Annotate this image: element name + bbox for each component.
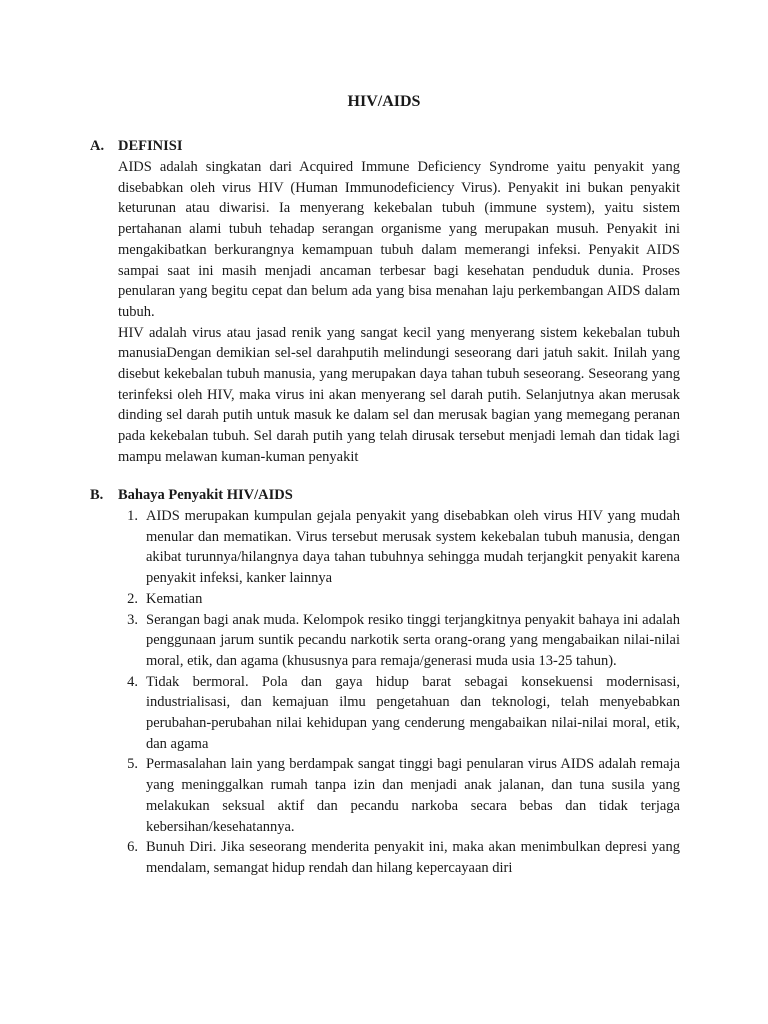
list-item-text: AIDS merupakan kumpulan gejala penyakit yang disebabkan oleh virus HIV yang mudah menular dan mematikan. Virus tersebut merusak system kekebalan tubuh manusia, dengan akibat turunnya/hilangnya daya tahan tubuhnya sehingga mudah terjangkit penyakit karena penyakit infeksi, kanker lainnya xyxy=(146,508,680,587)
list-item xyxy=(118,754,680,837)
section-heading xyxy=(90,135,680,157)
list-item-number: 3. xyxy=(127,611,138,628)
list-item xyxy=(118,610,680,672)
list-item xyxy=(118,589,680,610)
paragraph: HIV adalah virus atau jasad renik yang sangat kecil yang menyerang sistem kekebalan tubuh manusiaDengan demikian sel-sel darahputih melindungi seseorang dari jatuh sakit. Inilah yang disebut kekebalan tubuh manusia, yang merupakan daya tahan tubuh seseorang. Seseorang yang terinfeksi oleh HIV, maka virus ini akan menyerang sel darah putih. Selanjutnya akan merusak dinding sel darah putih untuk masuk ke dalam sel dan merusak bagian yang memegang peranan pada kekebalan tubuh. Sel darah putih yang telah dirusak tersebut menjadi lemah dan tidak lagi mampu melawan kuman-kuman penyakit xyxy=(118,324,680,465)
list-item-text: Serangan bagi anak muda. Kelompok resiko tinggi terjangkitnya penyakit bahaya ini adalah penggunaan jarum suntik pecandu narkotik serta orang-orang yang mengabaikan nilai-nilai moral, etik, dan agama (khususnya para remaja/generasi muda usia 13-25 tahun). xyxy=(146,611,680,669)
list-item-number: 4. xyxy=(127,673,138,690)
section-letter: B. xyxy=(90,487,104,503)
list-item xyxy=(118,506,680,589)
list-item-text: Permasalahan lain yang berdampak sangat tinggi bagi penularan virus AIDS adalah remaja yang meninggalkan rumah tanpa izin dan menjadi anak jalanan, dan tuna susila yang melakukan seksual aktif dan pecandu narkoba secara bebas dan tidak terjaga kebersihan/kesehatannya. xyxy=(146,756,680,835)
list-item xyxy=(118,672,680,755)
section-letter: A. xyxy=(90,138,105,154)
list-item-number: 5. xyxy=(127,756,138,773)
document-title: HIV/AIDS xyxy=(347,93,421,110)
list-item-text: Tidak bermoral. Pola dan gaya hidup barat sebagai konsekuensi modernisasi, industrialisasi, dan kemajuan ilmu pengetahuan dan teknologi, telah menyebabkan perubahan-perubahan nilai kehidupan yang cenderung mengabaikan nilai-nilai moral, etik, dan agama xyxy=(146,673,680,752)
list-item-text: Bunuh Diri. Jika seseorang menderita penyakit ini, maka akan menimbulkan depresi yang mendalam, semangat hidup rendah dan hilang kepercayaan diri xyxy=(146,839,680,876)
section-definisi xyxy=(90,135,680,468)
section-heading-text: DEFINISI xyxy=(118,138,183,154)
paragraph: AIDS adalah singkatan dari Acquired Immune Deficiency Syndrome yaitu penyakit yang disebabkan oleh virus HIV (Human Immunodeficiency Virus). Penyakit ini bukan penyakit keturunan atau diwarisi. Ia menyerang kekebalan tubuh (immune system), yaitu sistem pertahanan alami tubuh tehadap serangan organisme yang merupakan musuh. Penyakit ini mengakibatkan berkurangnya kemampuan tubuh dalam memerangi infeksi. Penyakit AIDS sampai saat ini masih menjadi ancaman terbesar bagi kesehatan penduduk dunia. Proses penularan yang begitu cepat dan belum ada yang bisa menahan laju perkembangan AIDS dalam tubuh. xyxy=(118,159,680,320)
numbered-list xyxy=(118,506,680,879)
section-bahaya xyxy=(90,484,680,879)
list-item-number: 2. xyxy=(127,590,138,607)
list-item-number: 6. xyxy=(127,839,138,856)
section-heading-text: Bahaya Penyakit HIV/AIDS xyxy=(118,487,293,503)
section-heading xyxy=(90,484,680,506)
list-item xyxy=(118,837,680,878)
list-item-number: 1. xyxy=(127,508,138,524)
list-item-text: Kematian xyxy=(146,590,203,607)
